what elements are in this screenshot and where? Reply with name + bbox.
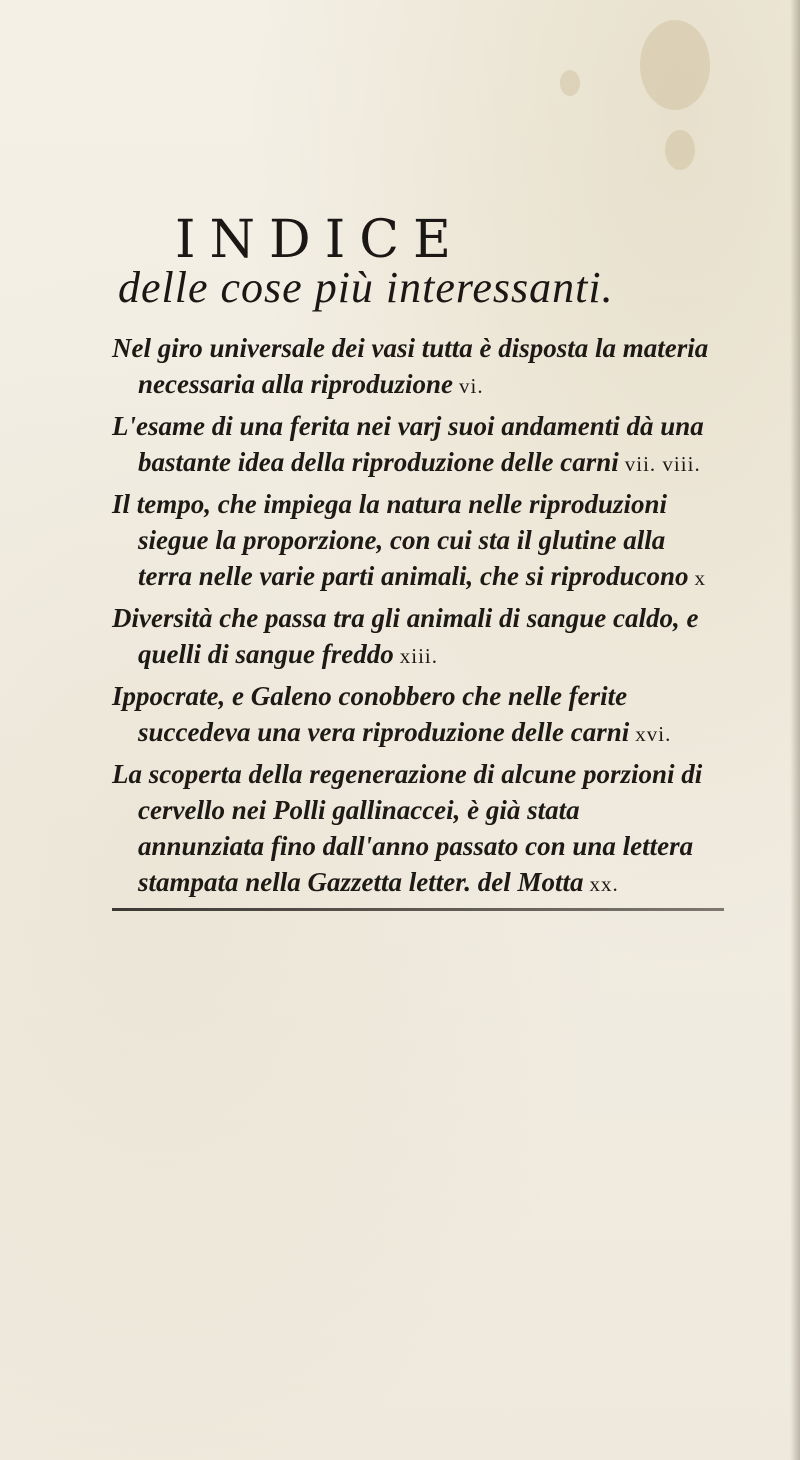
index-entry (112, 678, 712, 752)
index-entry (112, 600, 712, 674)
index-entry (112, 330, 712, 404)
index-subheading: delle cose più interessanti. (118, 263, 614, 312)
index-entry (112, 408, 712, 482)
entry-page-ref: xvi. (635, 722, 672, 746)
bottom-rule (112, 908, 724, 911)
index-entry (112, 486, 712, 596)
entry-text: Diversità che passa tra gli animali di sangue caldo, e quelli di sangue freddo (112, 603, 699, 669)
index-heading: INDICE (174, 210, 466, 270)
entry-page-ref: vii. viii. (624, 452, 701, 476)
entry-page-ref: vi. (459, 374, 484, 398)
index-entry (112, 756, 712, 902)
entry-text: La scoperta della regenerazione di alcune porzioni di cervello nei Polli gallinaccei, è già stata annunziata fino dall'anno passato con una lettera stampata nella Gazzetta letter. del Motta (112, 759, 703, 897)
entry-text: L'esame di una ferita nei varj suoi andamenti dà una bastante idea della riproduzione delle carni (112, 411, 704, 477)
index-entries (112, 330, 712, 906)
entry-text: Ippocrate, e Galeno conobbero che nelle ferite succedeva una vera riproduzione delle carni (112, 681, 630, 747)
foxing-stain (640, 20, 710, 110)
foxing-stain (560, 70, 580, 96)
entry-text: Nel giro universale dei vasi tutta è disposta la materia necessaria alla riproduzione (112, 333, 709, 399)
entry-page-ref: xiii. (399, 644, 439, 668)
entry-text: Il tempo, che impiega la natura nelle riproduzioni siegue la proporzione, con cui sta il glutine alla terra nelle varie parti animali, che si riproducono (112, 489, 689, 591)
entry-page-ref: xx. (589, 872, 619, 896)
foxing-stain (665, 130, 695, 170)
entry-page-ref: x (694, 566, 707, 590)
